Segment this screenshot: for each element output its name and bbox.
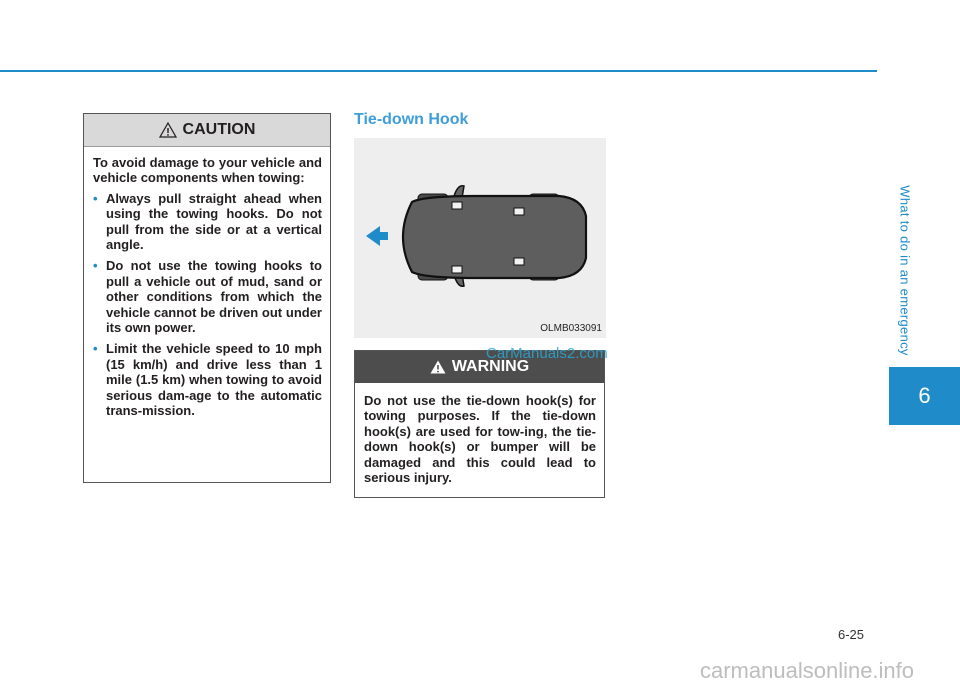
tiedown-title: Tie-down Hook: [354, 111, 469, 128]
side-section-title: [890, 160, 920, 380]
caution-intro: To avoid damage to your vehicle and vehicle components when towing:: [93, 155, 322, 186]
list-item: [93, 341, 322, 418]
list-item: [93, 191, 322, 253]
tiedown-figure: [354, 138, 606, 338]
section-title-text: What to do in an emergency: [897, 184, 913, 356]
chapter-number: 6: [918, 383, 931, 408]
caution-bullet-text: Limit the vehicle speed to 10 mph (15 km/h) and drive less than 1 mile (1.5 km) when towing to avoid serious dam-age to the automatic trans-mission.: [106, 341, 322, 419]
caution-header: [84, 114, 330, 147]
caution-box: [83, 113, 331, 483]
caution-title: CAUTION: [182, 121, 256, 138]
caution-list: [93, 191, 322, 419]
bullet-icon: •: [93, 258, 98, 274]
caution-bullet-text: Always pull straight ahead when using the towing hooks. Do not pull from the side or at a vertical angle.: [106, 190, 322, 253]
warning-triangle-icon: [430, 360, 446, 374]
bullet-icon: •: [93, 190, 98, 206]
page-number: 6-25: [838, 627, 865, 642]
caution-body: [84, 147, 330, 419]
caution-triangle-icon: [159, 122, 177, 138]
caution-bullet-text: Do not use the towing hooks to pull a vehicle out of mud, sand or other conditions from which the vehicle cannot be driven out under its own power.: [106, 258, 322, 336]
warning-box: [354, 350, 605, 498]
arrow-left-icon: [366, 226, 388, 246]
list-item: [93, 258, 322, 335]
car-topview-illustration: [354, 138, 606, 338]
warning-title: WARNING: [451, 358, 530, 375]
warning-text: Do not use the tie-down hook(s) for towing purposes. If the tie-down hook(s) are used for tow-ing, the tie-down hook(s) or bumper will be damaged and this could lead to serious injury.: [364, 393, 596, 486]
chapter-tab: [889, 367, 960, 425]
warning-body: [355, 383, 604, 485]
bullet-icon: •: [93, 341, 98, 357]
watermark-bottom: carmanualsonline.info: [700, 658, 915, 683]
figure-code: OLMB033091: [540, 323, 602, 334]
watermark-top: CarManuals2.com: [486, 345, 608, 362]
header-rule: [0, 70, 877, 72]
